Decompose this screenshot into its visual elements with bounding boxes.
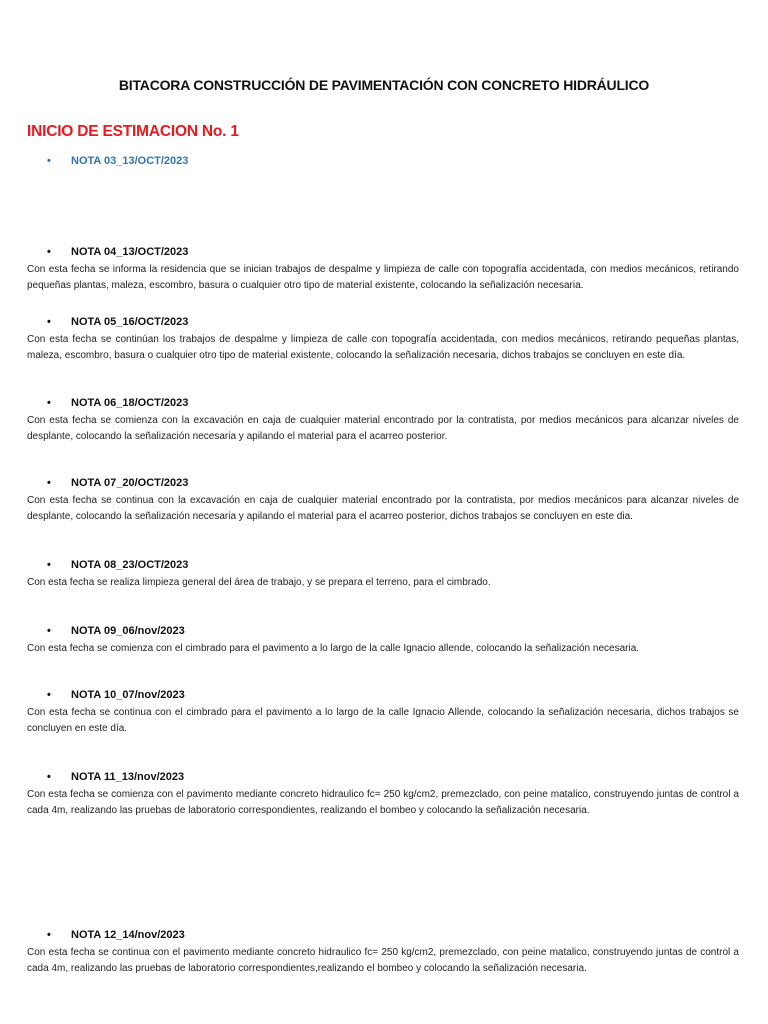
bullet-icon: • (47, 929, 51, 941)
bullet-icon: • (47, 246, 51, 258)
note-item (27, 689, 739, 736)
bullet-icon: • (47, 625, 51, 637)
note-header (27, 929, 739, 945)
note-item (27, 397, 739, 444)
bullet-icon: • (47, 771, 51, 783)
bullet-icon: • (47, 316, 51, 328)
note-text: Con esta fecha se continúan los trabajos de despalme y limpieza de calle con topografía accidentada, con medios mecánicos, retirando pequeñas plantas, maleza, escombro, basura o cualquier otro tipo de material existente, colocando la señalización necesaria, dichos trabajos se concluyen en este día. (27, 334, 739, 361)
bullet-icon: • (47, 155, 51, 167)
note-item (27, 559, 739, 591)
note-label: NOTA 06_18/OCT/2023 (71, 397, 189, 409)
bullet-icon: • (47, 397, 51, 409)
section-heading: INICIO DE ESTIMACION No. 1 (27, 123, 239, 140)
note-label: NOTA 11_13/nov/2023 (71, 771, 185, 783)
note-label: NOTA 09_06/nov/2023 (71, 625, 185, 637)
note-text: Con esta fecha se comienza con la excavación en caja de cualquier material encontrado por la contratista, por medios mecánicos para alcanzar niveles de desplante, colocando la señalización necesaria y apilando el material para el acarreo posterior. (27, 415, 739, 442)
note-text: Con esta fecha se informa la residencia que se inician trabajos de despalme y limpieza de calle con topografía accidentada, con medios mecánicos, retirando pequeñas plantas, maleza, escombro, basura o cualquier otro tipo de material existente, colocando la señalización necesaria. (27, 264, 739, 291)
note-item (27, 246, 739, 293)
note-header (27, 397, 739, 413)
note-text: Con esta fecha se realiza limpieza general del área de trabajo, y se prepara el terreno, para el cimbrado. (27, 577, 491, 588)
note-text: Con esta fecha se comienza con el pavimento mediante concreto hidraulico fc= 250 kg/cm2, premezclado, con peine matalico, construyendo juntas de control a cada 4m, realizando las pruebas de laboratorio correspondientes, realizando el bombeo y colocando la señalización necesaria. (27, 789, 739, 816)
bullet-icon: • (47, 559, 51, 571)
note-header (27, 155, 739, 171)
note-header (27, 771, 739, 787)
note-text: Con esta fecha se continua con el cimbrado para el pavimento a lo largo de la calle Ignacio Allende, colocando la señalización necesaria, dichos trabajos se concluyen en este día. (27, 707, 739, 734)
note-item (27, 771, 739, 818)
note-label: NOTA 12_14/nov/2023 (71, 929, 185, 941)
note-label: NOTA 07_20/OCT/2023 (71, 477, 189, 489)
note-label: NOTA 08_23/OCT/2023 (71, 559, 189, 571)
note-label: NOTA 10_07/nov/2023 (71, 689, 185, 701)
note-label: NOTA 05_16/OCT/2023 (71, 316, 189, 328)
note-header (27, 316, 739, 332)
note-header (27, 477, 739, 493)
bullet-icon: • (47, 689, 51, 701)
note-item (27, 929, 739, 976)
note-item (27, 155, 739, 171)
note-item (27, 625, 739, 657)
note-header (27, 625, 739, 641)
note-text: Con esta fecha se continua con el pavimento mediante concreto hidraulico fc= 250 kg/cm2, premezclado, con peine matalico, construyendo juntas de control a cada 4m, realizando las pruebas de laboratorio correspondientes,realizando el bombeo y colocando la señalización necesaria. (27, 947, 739, 974)
note-label: NOTA 04_13/OCT/2023 (71, 246, 189, 258)
document-title: BITACORA CONSTRUCCIÓN DE PAVIMENTACIÓN CON CONCRETO HIDRÁULICO (118, 77, 650, 93)
note-item (27, 316, 739, 363)
note-item (27, 477, 739, 524)
note-text: Con esta fecha se comienza con el cimbrado para el pavimento a lo largo de la calle Ignacio allende, colocando la señalización necesaria. (27, 643, 640, 654)
note-header (27, 246, 739, 262)
bullet-icon: • (47, 477, 51, 489)
note-header (27, 559, 739, 575)
note-text: Con esta fecha se continua con la excavación en caja de cualquier material encontrado por la contratista, por medios mecánicos para alcanzar niveles de desplante, colocando la señalización necesaria y apilando el material para el acarreo posterior, dichos trabajos se concluyen en este dia. (27, 495, 739, 522)
note-label: NOTA 03_13/OCT/2023 (71, 155, 189, 167)
note-header (27, 689, 739, 705)
